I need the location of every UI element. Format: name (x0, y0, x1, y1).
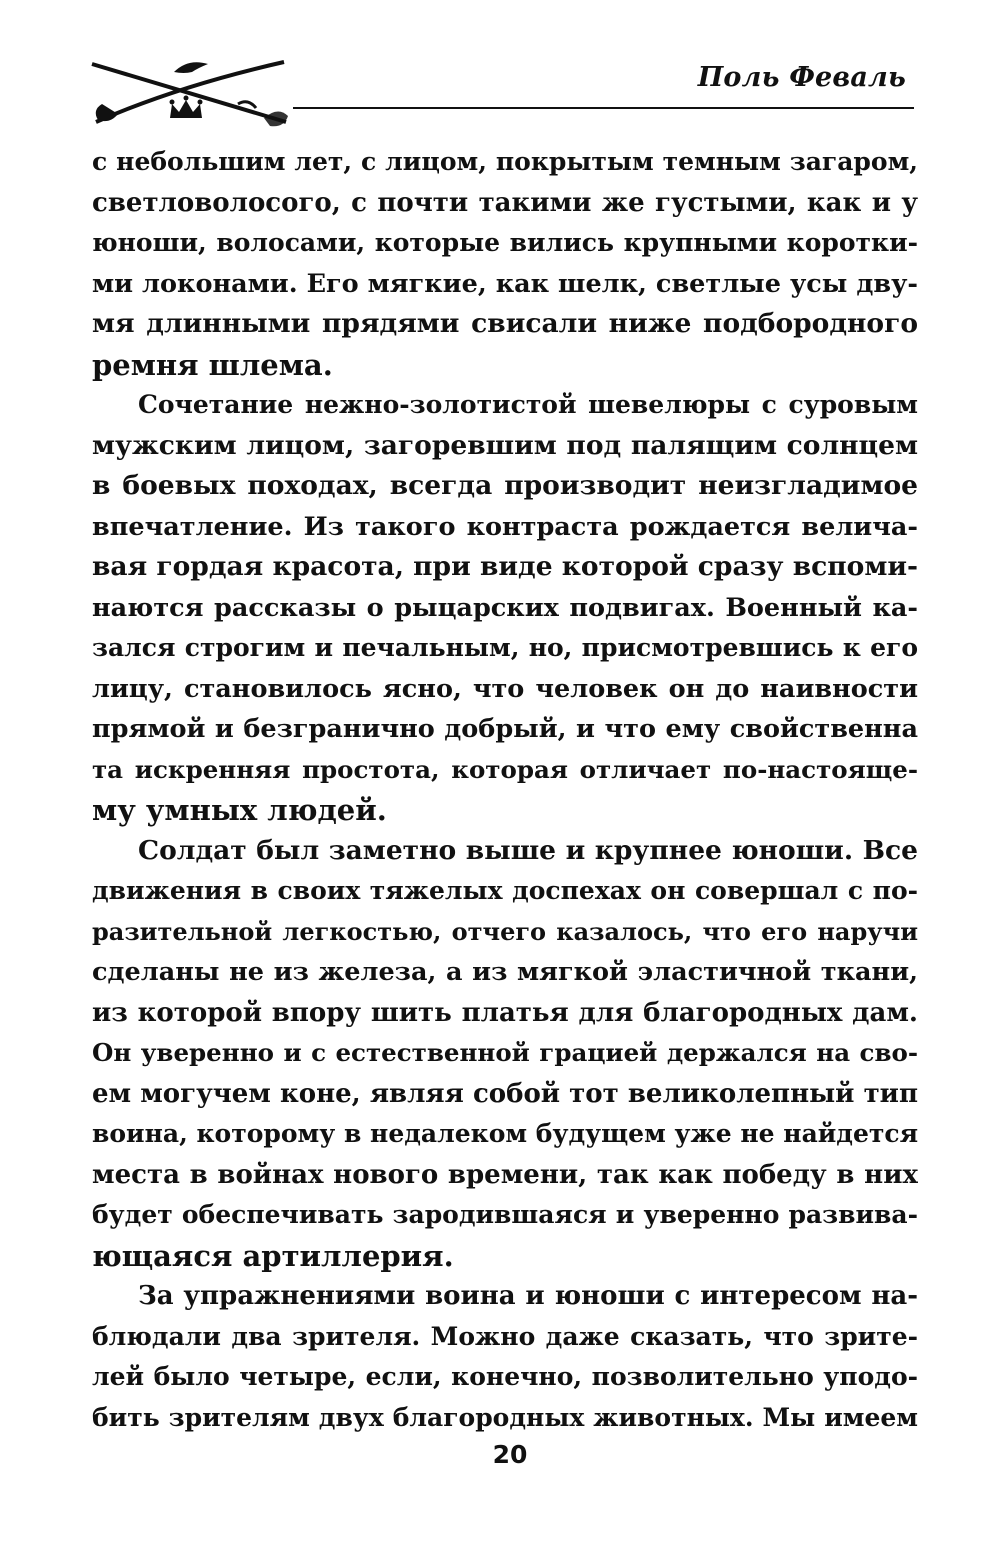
text-line: лей было четыре, если, конечно, позволительно уподо- (92, 1362, 918, 1391)
text-line: мя длинными прядями свисали ниже подбородного (92, 308, 918, 339)
text-line: мужским лицом, загоревшим под палящим солнцем (92, 429, 918, 461)
text-line: сделаны не из железа, а из мягкой эластичной ткани, (92, 957, 918, 987)
text-line: юноши, волосами, которые вились крупными коротки- (92, 228, 918, 257)
text-line: из которой впору шить платья для благородных дам. (92, 997, 918, 1028)
text-line: наются рассказы о рыцарских подвигах. Военный ка- (92, 592, 918, 623)
text-line: му умных людей. (92, 793, 387, 827)
text-line: воина, которому в недалеком будущем уже не найдется (92, 1119, 918, 1148)
text-line: прямой и безгранично добрый, и что ему свойственна (92, 714, 918, 744)
paragraph (92, 142, 918, 385)
paragraph (92, 385, 918, 831)
text-line: бить зрителям двух благородных животных. Мы имеем (92, 1402, 918, 1432)
text-line: движения в своих тяжелых доспехах он совершал с по- (92, 876, 918, 905)
text-line: ремня шлема. (92, 347, 333, 382)
text-line: ми локонами. Его мягкие, как шелк, светлые усы дву- (92, 268, 918, 299)
text-line: зался строгим и печальным, но, присмотревшись к его (92, 633, 918, 662)
crossed-swords-crown-icon (88, 48, 298, 128)
header-rule (293, 107, 914, 109)
page-number: 20 (492, 1440, 528, 1469)
text-line: та искренняя простота, которая отличает по-настояще- (92, 754, 918, 784)
text-line: За упражнениями воина и юноши с интересом на- (138, 1281, 918, 1311)
paragraph (92, 831, 918, 1277)
text-line: лицу, становилось ясно, что человек он до наивности (92, 673, 918, 704)
text-line: впечатление. Из такого контраста рождается велича- (92, 511, 918, 542)
text-line: ющаяся артиллерия. (92, 1238, 454, 1273)
text-line: светловолосого, с почти такими же густыми, как и у (92, 187, 918, 218)
text-line: Сочетание нежно-золотистой шевелюры с суровым (138, 390, 918, 419)
text-line: в боевых походах, всегда производит неизгладимое (92, 470, 918, 501)
paragraph (92, 1276, 918, 1438)
text-line: с небольшим лет, с лицом, покрытым темным загаром, (92, 147, 918, 176)
text-line: Он уверенно и с естественной грацией держался на сво- (92, 1038, 918, 1067)
running-title: Поль Феваль (697, 62, 906, 93)
body-text (92, 142, 918, 1438)
text-line: будет обеспечивать зародившаяся и уверенно развива- (92, 1200, 918, 1229)
text-line: ем могучем коне, являя собой тот великолепный тип (92, 1078, 918, 1109)
running-header (88, 48, 914, 128)
text-line: места в войнах нового времени, так как победу в них (92, 1159, 918, 1190)
text-line: вая гордая красота, при виде которой сразу вспоми- (92, 551, 918, 582)
text-line: Солдат был заметно выше и крупнее юноши. Все (138, 834, 918, 866)
text-line: блюдали два зрителя. Можно даже сказать, что зрите- (92, 1321, 918, 1351)
text-line: разительной легкостью, отчего казалось, что его наручи (92, 916, 918, 946)
